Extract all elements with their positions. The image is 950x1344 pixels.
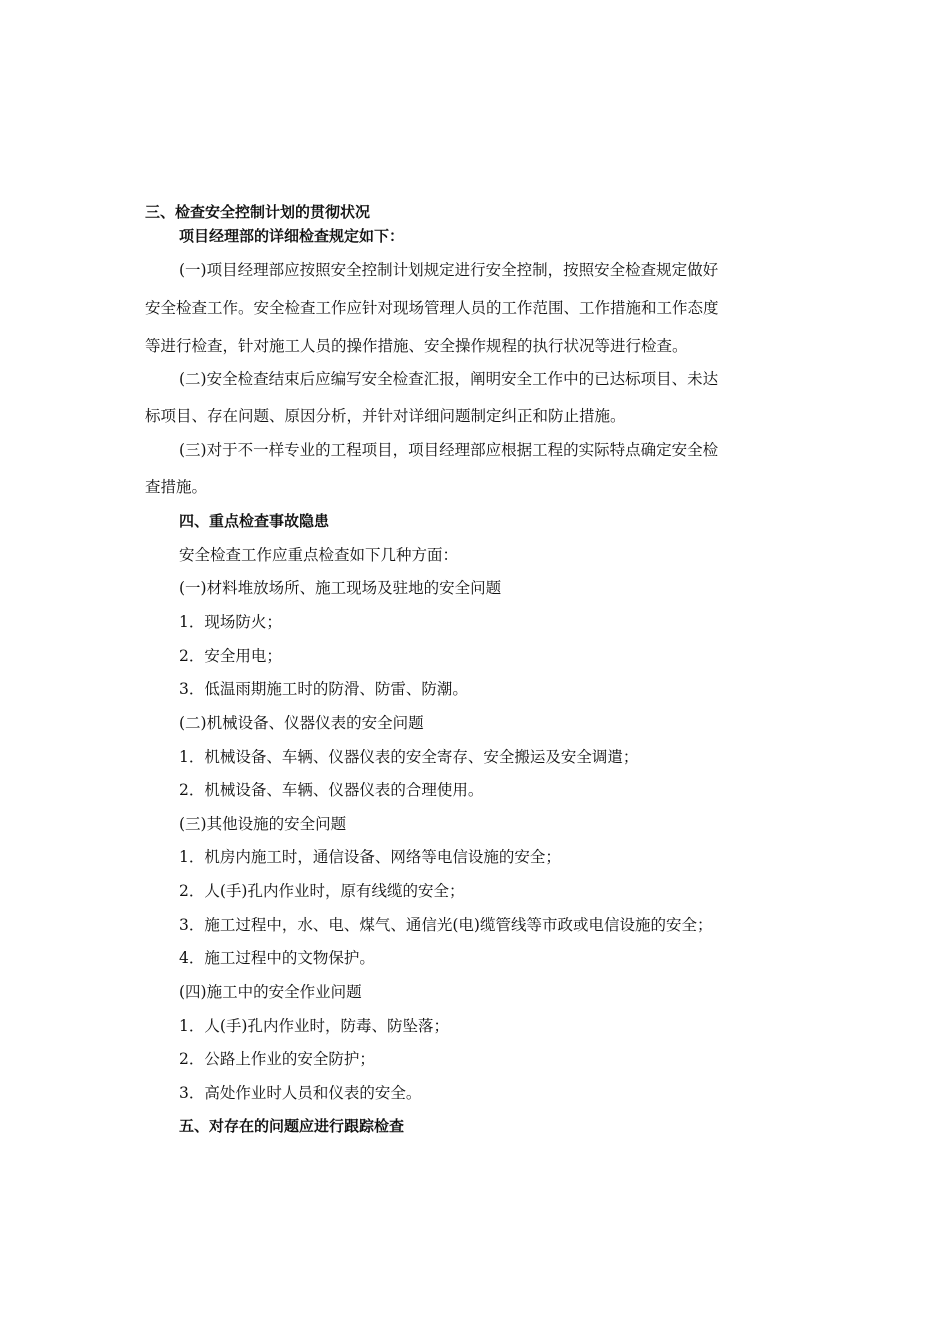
section-4-heading: 四、重点检查事故隐患 bbox=[179, 512, 330, 530]
paragraph-1-line-2: 安全检查工作。安全检查工作应针对现场管理人员的工作范围、工作措施和工作态度 bbox=[145, 299, 719, 317]
section-3-heading: 三、检查安全控制计划的贯彻状况 bbox=[145, 203, 371, 221]
paragraph-2-line-2: 标项目、存在问题、原因分析，并针对详细问题制定纠正和防止措施。 bbox=[145, 407, 626, 425]
group-2-item-2: 2．机械设备、车辆、仪器仪表的合理使用。 bbox=[179, 781, 484, 799]
section-5-heading: 五、对存在的问题应进行跟踪检查 bbox=[179, 1117, 405, 1135]
group-4-item-1: 1．人(手)孔内作业时，防毒、防坠落； bbox=[179, 1017, 449, 1035]
section-4-intro: 安全检查工作应重点检查如下几种方面： bbox=[179, 546, 459, 564]
group-3-item-2: 2．人(手)孔内作业时，原有线缆的安全； bbox=[179, 882, 465, 900]
group-1-item-2: 2．安全用电； bbox=[179, 647, 282, 665]
group-3-item-3: 3．施工过程中，水、电、煤气、通信光(电)缆管线等市政或电信设施的安全； bbox=[179, 916, 713, 934]
group-1-item-1: 1．现场防火； bbox=[179, 613, 282, 631]
group-2-title: (二)机械设备、仪器仪表的安全问题 bbox=[179, 714, 424, 732]
group-3-item-4: 4．施工过程中的文物保护。 bbox=[179, 949, 375, 967]
group-3-item-1: 1．机房内施工时，通信设备、网络等电信设施的安全； bbox=[179, 848, 561, 866]
group-4-item-3: 3．高处作业时人员和仪表的安全。 bbox=[179, 1084, 422, 1102]
group-3-title: (三)其他设施的安全问题 bbox=[179, 815, 347, 833]
paragraph-2-line-1: (二)安全检查结束后应编写安全检查汇报，阐明安全工作中的已达标项目、未达 bbox=[179, 370, 719, 388]
group-1-title: (一)材料堆放场所、施工现场及驻地的安全问题 bbox=[179, 579, 502, 597]
paragraph-1-line-3: 等进行检查，针对施工人员的操作措施、安全操作规程的执行状况等进行检查。 bbox=[145, 337, 688, 355]
group-4-title: (四)施工中的安全作业问题 bbox=[179, 983, 362, 1001]
group-4-item-2: 2．公路上作业的安全防护； bbox=[179, 1050, 375, 1068]
paragraph-1-line-1: (一)项目经理部应按照安全控制计划规定进行安全控制，按照安全检查规定做好 bbox=[179, 261, 719, 279]
section-3-subheading: 项目经理部的详细检查规定如下： bbox=[179, 227, 405, 245]
paragraph-3-line-1: (三)对于不一样专业的工程项目，项目经理部应根据工程的实际特点确定安全检 bbox=[179, 441, 719, 459]
group-2-item-1: 1．机械设备、车辆、仪器仪表的安全寄存、安全搬运及安全调遣； bbox=[179, 748, 639, 766]
group-1-item-3: 3．低温雨期施工时的防滑、防雷、防潮。 bbox=[179, 680, 468, 698]
paragraph-3-line-2: 查措施。 bbox=[145, 478, 208, 496]
